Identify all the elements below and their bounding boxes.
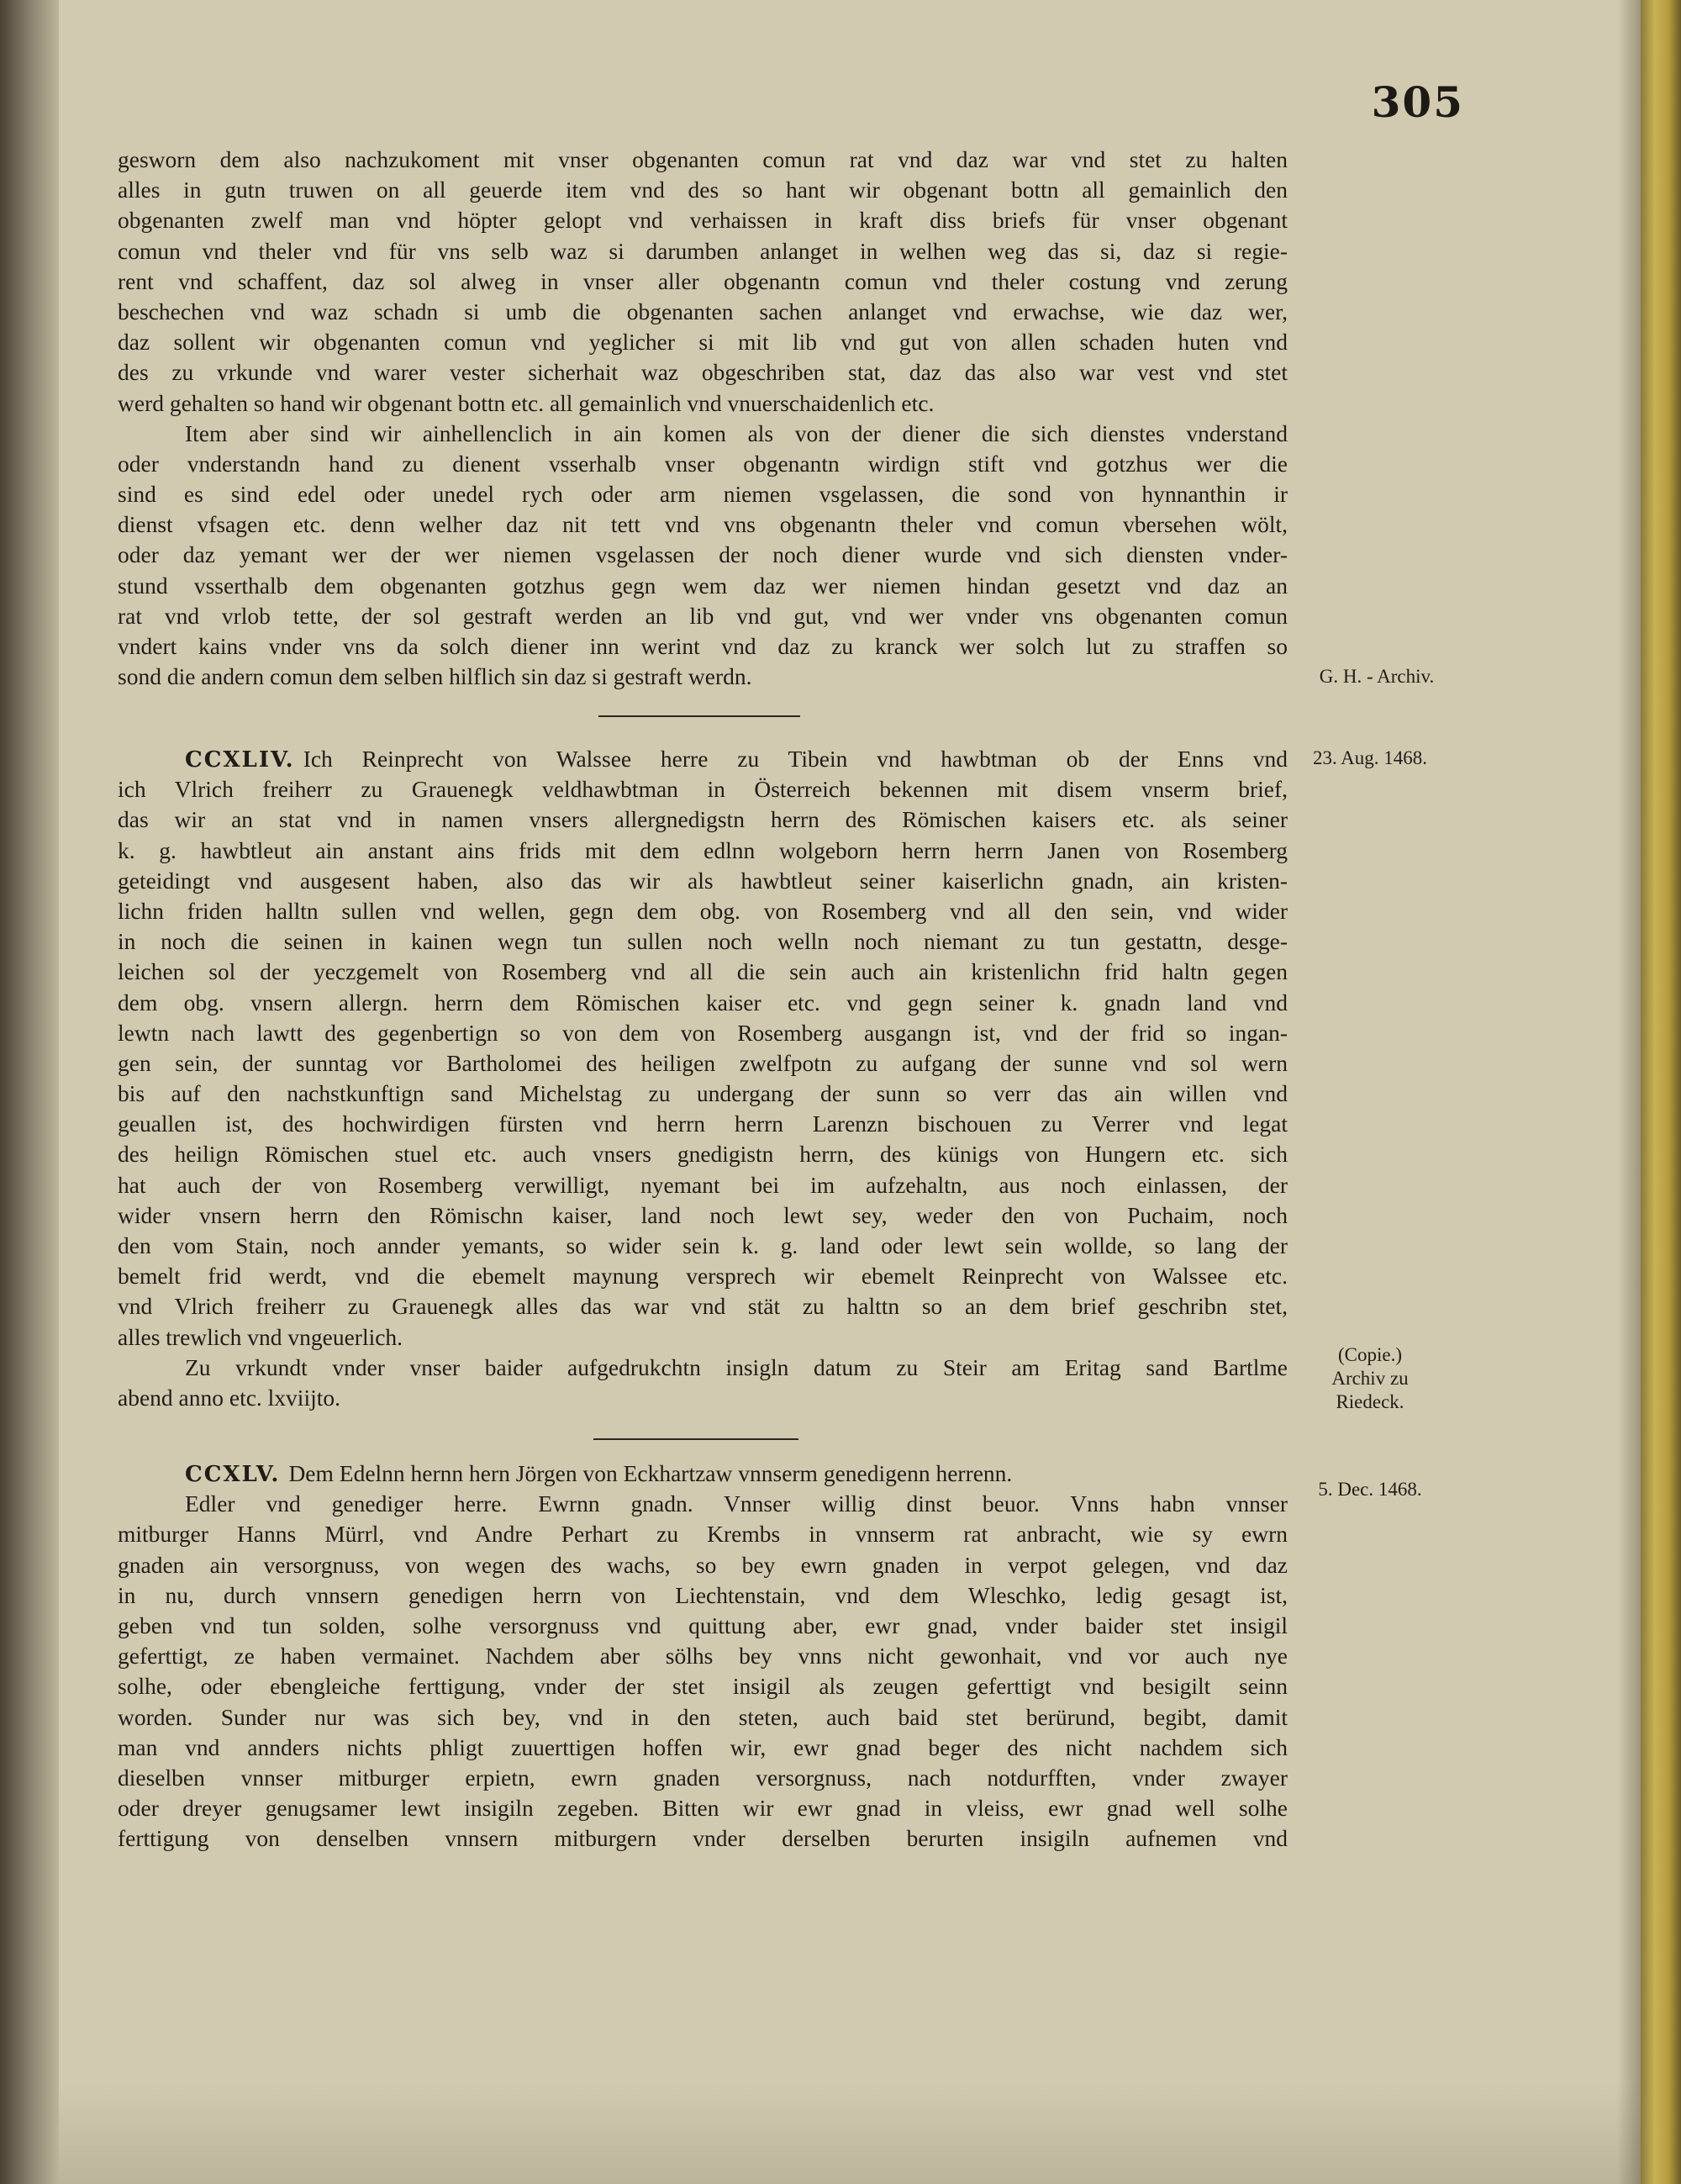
source-note-line: (Copie.)	[1337, 1344, 1402, 1365]
text-line: gnaden ain versorgnuss, von wegen des wachs, so bey ewrn gnaden in verpot gelegen, vnd daz	[118, 1551, 1288, 1578]
bottom-shade	[59, 2083, 1641, 2184]
text-line: oder daz yemant wer der wer niemen vsgelassen der noch diener wurde vnd sich diensten vnder-	[118, 541, 1288, 568]
text-line: alles trewlich vnd vngeuerlich.	[118, 1323, 403, 1350]
text-line: bis auf den nachstkunftign sand Michelstag zu undergang der sunn so verr das ain willen vnd	[118, 1080, 1288, 1107]
text-line: sind es sind edel oder unedel rych oder arm niemen vsgelassen, die sond von hynnanthin ir	[118, 481, 1288, 508]
text-line: in nu, durch vnnsern genedigen herrn von Liechtenstain, vnd dem Wleschko, ledig gesagt ist,	[118, 1581, 1288, 1608]
date-note-ccxliv: 23. Aug. 1468.	[1312, 747, 1428, 768]
text-line: geuallen ist, des hochwirdigen fürsten vnd herrn herrn Larenzn bischouen zu Verrer vnd legat	[118, 1110, 1288, 1137]
text-line	[118, 744, 1288, 774]
text-line: man vnd annders nichts phligt zuuerttigen hoffen wir, ewr gnad beger des nicht nachdem sich	[118, 1733, 1288, 1760]
text-line-content: Dem Edelnn hernn hern Jörgen von Eckhartzaw vnnserm genedigenn herrenn.	[288, 1460, 1013, 1486]
text-line: ferttigung von denselben vnnsern mitburgern vnder derselben berurten insigiln aufnemen vnd	[118, 1825, 1288, 1852]
source-note-line: G. H. - Archiv.	[1319, 666, 1435, 687]
text-line: den vom Stain, noch annder yemants, so wider sein k. g. land oder lewt sein wollde, so lang der	[118, 1232, 1288, 1258]
text-line: k. g. hawbtleut ain anstant ains frids mit dem edlnn wolgeborn herrn herrn Janen von Rosemberg	[118, 836, 1288, 863]
text-line: worden. Sunder nur was sich bey, vnd in den steten, auch baid stet berürund, begibt, damit	[118, 1703, 1288, 1730]
text-line: dem obg. vnsern allergn. herrn dem Römischen kaiser etc. vnd gegn seiner k. gnadn land vnd	[118, 989, 1288, 1016]
text-line: des zu vrkunde vnd warer vester sicherhait waz obgeschriben stat, daz das also war vest vnd stet	[118, 359, 1288, 386]
text-line: werd gehalten so hand wir obgenant bottn etc. all gemainlich vnd vnuerschaidenlich etc.	[118, 389, 935, 416]
section-divider	[593, 1438, 798, 1440]
text-line: geferttigt, ze haben vermainet. Nachdem aber sölhs bey vnns nicht gewonhait, vnd vor auch nye	[118, 1643, 1288, 1670]
source-note-line: Riedeck.	[1336, 1391, 1404, 1412]
text-line: wider vnsern herrn den Römischn kaiser, land noch lewt sey, weder den von Puchaim, noch	[118, 1201, 1288, 1228]
text-line: geben vnd tun solden, solhe versorgnuss vnd quittung aber, ewr gnad, vnder baider stet insigil	[118, 1612, 1288, 1638]
page-edge-shadow	[1617, 0, 1641, 2184]
text-line: lichn friden halltn sullen vnd wellen, gegn dem obg. von Rosemberg vnd all den sein, vnd wider	[118, 897, 1288, 924]
charter-number: CCXLV.	[185, 1462, 281, 1487]
text-line: Edler vnd genediger herre. Ewrnn gnadn. Vnnser willig dinst beuor. Vnns habn vnnser	[185, 1490, 1288, 1517]
text-line: hat auch der von Rosemberg verwilligt, nyemant bei im aufzehaltn, aus noch einlassen, der	[118, 1171, 1288, 1198]
text-line: ich Vlrich freiherr zu Grauenegk veldhawbtman in Österreich bekennen mit disem vnserm brief,	[118, 776, 1288, 803]
text-line: oder vnderstandn hand zu dienent vsserhalb vnser obgenantn wirdign stift vnd gotzhus wer die	[118, 450, 1288, 477]
text-line: dieselben vnnser mitburger erpietn, ewrn gnaden versorgnuss, nach notdurfften, vnder zwayer	[118, 1764, 1288, 1791]
text-line: Item aber sind wir ainhellenclich in ain komen als von der diener die sich dienstes vnderstand	[185, 419, 1288, 446]
text-line: in noch die seinen in kainen wegn tun sullen noch welln noch niemant zu tun gestattn, desge-	[118, 928, 1288, 955]
charter-ccxliv	[118, 744, 1288, 1413]
charter-ccxliii-continuation	[118, 145, 1288, 692]
date-note-ccxlv: 5. Dec. 1468.	[1318, 1479, 1422, 1500]
source-note-line: Archiv zu	[1331, 1368, 1409, 1389]
text-line: rent vnd schaffent, daz sol alweg in vnser aller obgenantn comun vnd theler costung vnd zerung	[118, 267, 1288, 294]
text-line: dienst vfsagen etc. denn welher daz nit tett vnd vns obgenantn theler vnd comun vbersehen wölt,	[118, 511, 1288, 538]
page-number: 305	[1371, 77, 1464, 127]
text-line: beschechen vnd waz schadn si umb die obgenanten sachen anlanget vnd erwachse, wie daz wer,	[118, 298, 1288, 324]
text-line: leichen sol der yeczgemelt von Rosemberg vnd all die sein auch ain kristenlichn frid haltn gegen	[118, 958, 1288, 985]
text-line: solhe, oder ebengleiche ferttigung, vnder der stet insigil als zeugen geferttigt vnd besigilt seinn	[118, 1673, 1288, 1700]
page-block-edge	[1641, 0, 1681, 2184]
text-line: vndert kains vnder vns da solch diener inn werint vnd daz zu kranck wer solch lut zu straffen so	[118, 633, 1288, 659]
text-line: vnd Vlrich freiherr zu Grauenegk alles das war vnd stät zu halttn so an dem brief geschribn stet,	[118, 1293, 1288, 1320]
text-line: daz sollent wir obgenanten comun vnd yeglicher si mit lib vnd gut von allen schaden huten vnd	[118, 329, 1288, 356]
text-line: abend anno etc. lxviijto.	[118, 1384, 340, 1411]
section-divider	[598, 715, 800, 717]
text-line: gesworn dem also nachzukoment mit vnser obgenanten comun rat vnd daz war vnd stet zu halten	[118, 146, 1288, 172]
text-line: des heilign Römischen stuel etc. auch vnsers gnedigistn herrn, des künigs von Hungern etc. sich	[118, 1141, 1288, 1168]
charter-ccxlv	[118, 1459, 1288, 1854]
text-line: comun vnd theler vnd für vns selb waz si darumben anlanget in welhen weg das si, daz si regie-	[118, 237, 1288, 264]
text-line: obgenanten zwelf man vnd höpter gelopt vnd verhaissen in kraft diss briefs für vnser obgenant	[118, 207, 1288, 234]
text-line	[118, 1459, 1288, 1489]
text-line: oder dreyer genugsamer lewt insigiln zegeben. Bitten wir ewr gnad in vleiss, ewr gnad well solhe	[118, 1795, 1288, 1822]
charter-number: CCXLIV.	[185, 747, 295, 773]
source-note-ccxliv	[1299, 1343, 1441, 1414]
text-line: alles in gutn truwen on all geuerde item vnd des so hant wir obgenant bottn all gemainlich den	[118, 177, 1288, 203]
text-line: das wir an stat vnd in namen vnsers allergnedigstn herrn des Römischen kaisers etc. als seiner	[118, 806, 1288, 833]
text-line: bemelt frid werdt, vnd die ebemelt maynung versprech wir ebemelt Reinprecht von Walssee etc.	[118, 1263, 1288, 1290]
text-line: mitburger Hanns Mürrl, vnd Andre Perhart zu Krembs in vnnserm rat anbracht, wie sy ewrn	[118, 1521, 1288, 1548]
book-gutter	[0, 0, 59, 2184]
text-line-content: Ich Reinprecht von Walssee herre zu Tibein vnd hawbtman ob der Enns vnd	[303, 746, 1288, 772]
source-note-ccxliii	[1301, 665, 1452, 688]
text-line: rat vnd vrlob tette, der sol gestraft werden an lib vnd gut, vnd wer vnder vns obgenanten comun	[118, 602, 1288, 629]
text-line: geteidingt vnd ausgesent haben, also das wir als hawbtleut seiner kaiserlichn gnadn, ain kristen-	[118, 867, 1288, 894]
text-line: gen sein, der sunntag vor Bartholomei des heiligen zwelfpotn zu aufgang der sunne vnd sol wern	[118, 1049, 1288, 1076]
text-line: lewtn nach lawtt des gegenbertign so von dem von Rosemberg ausgangn ist, vnd der frid so ingan-	[118, 1019, 1288, 1046]
text-line: Zu vrkundt vnder vnser baider aufgedrukchtn insigln datum zu Steir am Eritag sand Bartlme	[185, 1353, 1288, 1380]
text-line: sond die andern comun dem selben hilflich sin daz si gestraft werdn.	[118, 663, 752, 690]
text-line: stund vsserthalb dem obgenanten gotzhus gegn wem daz wer niemen hindan gesetzt vnd daz an	[118, 572, 1288, 599]
